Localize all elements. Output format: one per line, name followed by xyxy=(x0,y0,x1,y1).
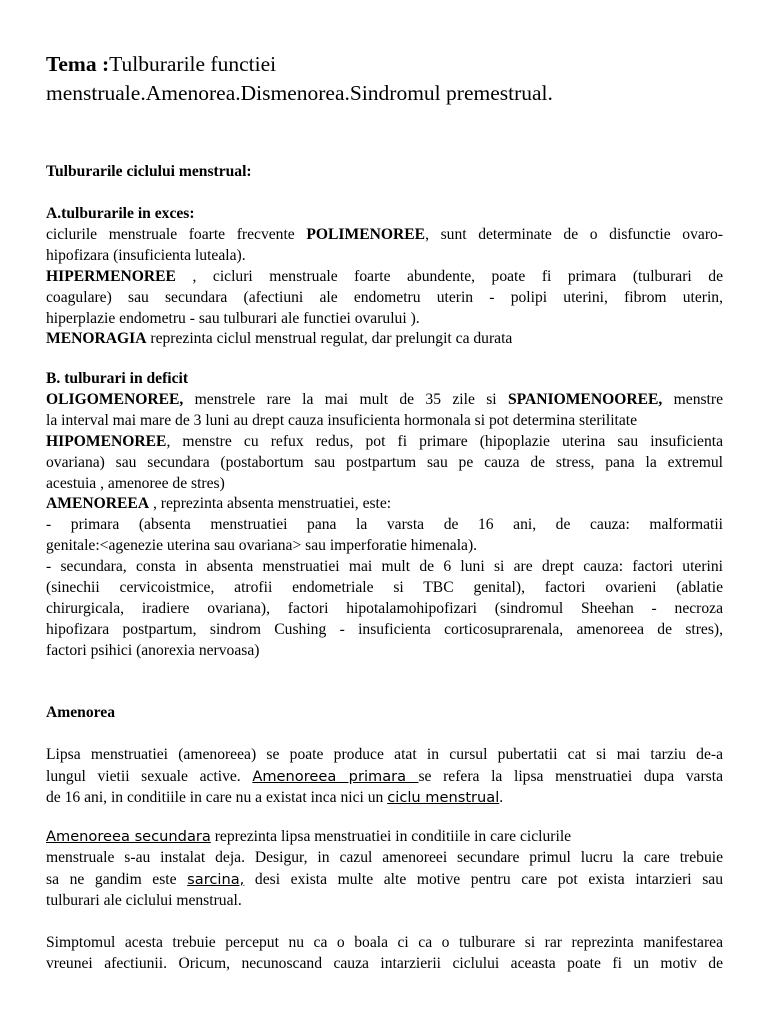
text: , reprezinta absenta menstruatiei, este: xyxy=(149,495,392,513)
deficit-oligo-line2: la interval mai mare de 3 luni au drept cauza insuficienta hormonala si pot determina sterilitate xyxy=(46,411,638,429)
deficit-primara-line2: genitale:<agenezie uterina sau ovariana> sau imperforatie himenala). xyxy=(46,537,478,555)
link-ciclu-menstrual[interactable]: ciclu menstrual xyxy=(387,789,500,806)
deficit-hipo-line3: acestuia , amenoree de stres) xyxy=(46,474,225,492)
amenorea-p1-line2 xyxy=(46,766,723,788)
amenorea-p2 xyxy=(46,826,723,911)
text: reprezinta ciclul menstrual regulat, dar prelungit ca durata xyxy=(146,330,513,348)
text: . xyxy=(499,789,504,806)
excess-p1-line1 xyxy=(46,225,723,246)
section-heading: Tulburarile ciclului menstrual: xyxy=(46,163,252,180)
excess-p2-line2: coagulare) sau secundara (afectiuni ale endometru uterin - polipi uterini, fibrom uterin, xyxy=(46,288,723,306)
term-spaniomenooree: SPANIOMENOOREE, xyxy=(507,390,663,408)
amenorea-p1-line1: Lipsa menstruatiei (amenoreea) se poate produce atat in cursul pubertatii cat si mai tarziu de-a xyxy=(46,746,723,763)
link-amenoreea-secundara[interactable]: Amenoreea secundara xyxy=(46,828,211,845)
text: , cicluri menstruale foarte abundente, poate fi primara (tulburari de xyxy=(175,267,723,285)
amenorea-p2-line3 xyxy=(46,869,723,890)
deficit-hipo-line2: ovariana) sau secundara (postabortum sau postpartum sau pe cauza de stress, pana la extremul xyxy=(46,453,723,471)
text: ciclurile menstruale foarte frecvente xyxy=(46,225,307,243)
text: se refera la lipsa menstruatiei dupa varsta xyxy=(418,767,723,785)
text: lungul vietii sexuale active. xyxy=(46,767,253,785)
text: desi exista multe alte motive pentru care pot exista intarzieri sau xyxy=(244,870,723,888)
excess-p1-line2: hipofizara (insuficienta luteala). xyxy=(46,246,246,264)
title-line1: Tulburarile functiei xyxy=(109,52,277,76)
excess-heading: A.tulburarile in exces: xyxy=(46,205,195,222)
text: , sunt determinate de o disfunctie ovaro- xyxy=(425,225,723,243)
text: reprezinta lipsa menstruatiei in conditiile in care ciclurile xyxy=(210,828,572,845)
term-oligomenoree: OLIGOMENOREE, xyxy=(46,390,184,408)
amenorea-p1-line3 xyxy=(46,787,723,809)
deficit-secundara-line3: chirurgicala, iradiere ovariana), factori hipotalamohipofizari (sindromul Sheehan - necroza xyxy=(46,599,723,617)
amenorea-p2-line2: menstruale s-au instalat deja. Desigur, in cazul amenoreei secundare primul lucru la care trebuie xyxy=(46,849,723,867)
amenorea-p3-line1: Simptomul acesta trebuie perceput nu ca o boala ci ca o tulburare si rar reprezinta manifestarea xyxy=(46,934,723,951)
text: menstrele rare la mai mult de 35 zile si xyxy=(183,390,508,408)
excess-section xyxy=(46,204,723,350)
deficit-hipo-line1 xyxy=(46,432,723,453)
deficit-secundara-line4: hipofizara postpartum, sindrom Cushing - insuficienta corticosuprarenala, amenoreea de stres), xyxy=(46,620,723,638)
deficit-secundara-line1: - secundara, consta in absenta menstruatiei mai mult de 6 luni si are drept cauza: factori uterini xyxy=(46,558,723,576)
deficit-primara-line1: - primara (absenta menstruatiei pana la varsta de 16 ani, de cauza: malformatii xyxy=(46,516,723,534)
term-polimenoree: POLIMENOREE xyxy=(306,225,426,243)
amenorea-p2-line4: tulburari ale ciclului menstrual. xyxy=(46,891,242,909)
amenorea-p1 xyxy=(46,744,723,809)
page-title xyxy=(46,50,736,108)
deficit-heading: B. tulburari in deficit xyxy=(46,370,189,387)
amenorea-heading: Amenorea xyxy=(46,704,115,721)
amenorea-p3-line2: vreunei afectiunii. Oricum, necunoscand cauza intarzierii ciclului aceasta poate fi un motiv de xyxy=(46,955,723,973)
term-hipermenoree: HIPERMENOREE xyxy=(46,267,176,285)
deficit-oligo-line1 xyxy=(46,390,723,411)
text: de 16 ani, in conditiile in care nu a existat inca nici un xyxy=(46,789,388,806)
amenorea-p3 xyxy=(46,932,723,975)
deficit-secundara-line2: (sinechii cervicoistmice, atrofii endometriale si TBC genital), factori ovarieni (ablatie xyxy=(46,579,723,597)
amenorea-p2-line1 xyxy=(46,826,723,847)
term-hipomenoree: HIPOMENOREE xyxy=(46,432,167,450)
term-amenoreea: AMENOREEA xyxy=(46,495,150,513)
excess-p2-line3: hiperplazie endometru - sau tulburari ale functiei ovarului ). xyxy=(46,309,420,327)
deficit-secundara-line5: factori psihici (anorexia nervoasa) xyxy=(46,641,260,659)
text: , menstre cu refux redus, pot fi primare (hipoplazie uterina sau insuficienta xyxy=(166,432,723,450)
term-menoragia: MENORAGIA xyxy=(46,330,147,348)
text: sa ne gandim este xyxy=(46,870,188,888)
deficit-section xyxy=(46,369,723,662)
title-prefix: Tema : xyxy=(46,52,110,76)
deficit-amen xyxy=(46,494,723,515)
text: menstre xyxy=(662,390,724,408)
link-sarcina[interactable]: sarcina, xyxy=(187,870,245,888)
excess-p3 xyxy=(46,329,723,350)
excess-p2-line1 xyxy=(46,267,723,288)
title-line2: menstruale.Amenorea.Dismenorea.Sindromul premestrual. xyxy=(46,81,553,105)
link-amenoreea-primara[interactable]: Amenoreea primara xyxy=(252,767,419,785)
